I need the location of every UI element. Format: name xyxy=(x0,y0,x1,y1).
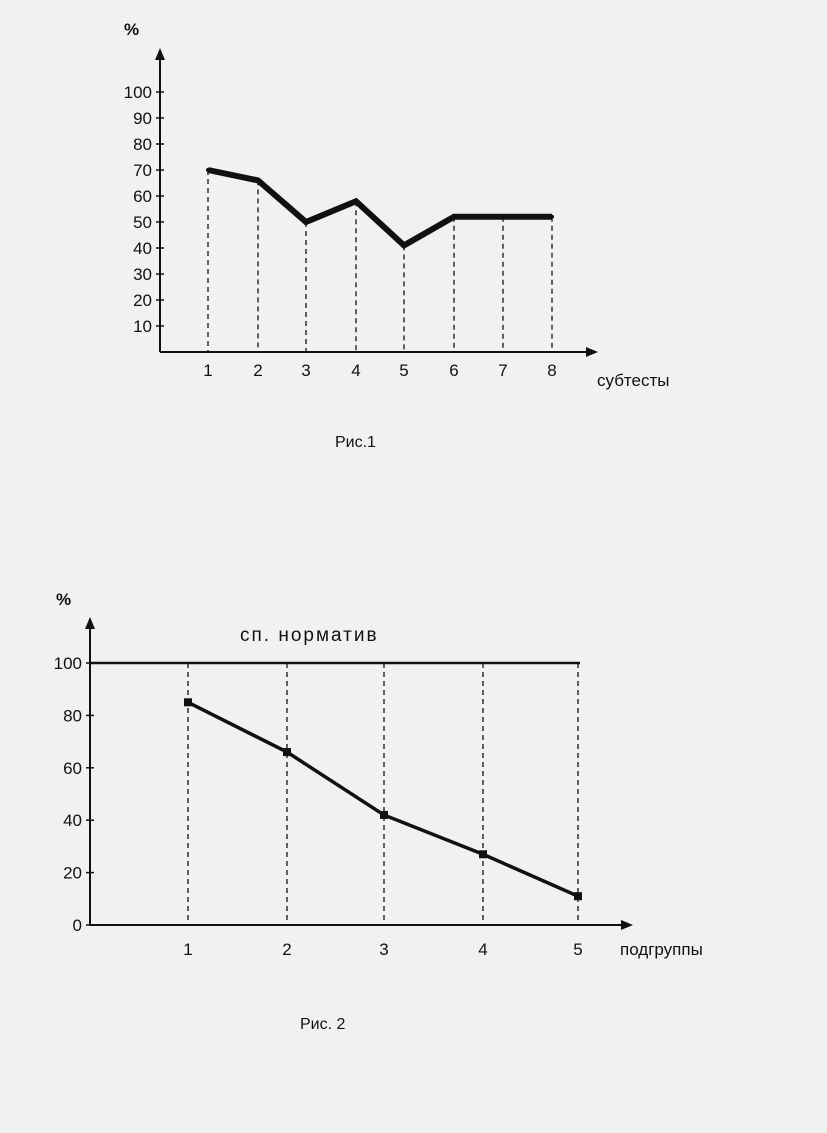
c2-ytick-label: 40 xyxy=(63,811,82,831)
c1-data-point xyxy=(550,215,554,219)
c1-xtick-label: 5 xyxy=(399,361,409,380)
c1-ytick-label: 100 xyxy=(123,83,152,102)
c1-ytick-label: 10 xyxy=(133,317,152,336)
c1-x-axis-arrow xyxy=(586,347,598,357)
c2-xtick-label: 5 xyxy=(573,940,583,959)
c1-data-point xyxy=(402,243,406,247)
c1-xtick-label: 4 xyxy=(351,361,361,380)
c1-xtick-label: 1 xyxy=(203,361,213,380)
c2-data-point xyxy=(574,892,582,900)
c1-caption: Рис.1 xyxy=(335,434,376,451)
c2-ytick-label: 0 xyxy=(72,916,82,935)
c2-ytick-label: 80 xyxy=(63,706,82,726)
c1-data-point xyxy=(354,199,358,203)
c2-data-point xyxy=(479,850,487,858)
c2-x-axis-arrow xyxy=(621,920,633,930)
c2-data-point xyxy=(184,698,192,706)
c2-series-line xyxy=(188,702,578,896)
c1-xtick-label: 8 xyxy=(547,361,557,380)
c1-y-axis-arrow xyxy=(155,48,165,60)
c1-ytick-label: 20 xyxy=(133,291,152,310)
c2-y-axis-arrow xyxy=(85,617,95,629)
c2-reference-label: сп. норматив xyxy=(240,625,379,646)
chart-2 xyxy=(0,553,827,1133)
c1-x-axis-label: субтесты xyxy=(597,371,670,390)
c1-ytick-label: 50 xyxy=(133,213,152,232)
c2-caption: Рис. 2 xyxy=(300,1016,346,1033)
c1-data-point xyxy=(256,178,260,182)
c1-ytick-label: 90 xyxy=(133,109,152,128)
c1-data-point xyxy=(304,220,308,224)
c2-ytick-label: 20 xyxy=(63,863,82,883)
c1-xtick-label: 7 xyxy=(498,361,508,380)
c2-ytick-label: 100 xyxy=(53,654,82,673)
c2-y-axis-label: % xyxy=(56,590,72,609)
c2-xtick-label: 4 xyxy=(478,940,488,959)
c2-xtick-label: 3 xyxy=(379,940,389,959)
c1-ytick-label: 30 xyxy=(133,265,152,284)
c2-data-point xyxy=(283,748,291,756)
c1-y-axis-label: % xyxy=(124,20,140,39)
c2-data-point xyxy=(380,811,388,819)
c1-xtick-label: 6 xyxy=(449,361,459,380)
c1-xtick-label: 3 xyxy=(301,361,311,380)
c1-ytick-label: 80 xyxy=(133,135,152,154)
c1-ytick-label: 70 xyxy=(133,161,152,180)
c1-ytick-label: 40 xyxy=(133,239,152,258)
c2-xtick-label: 1 xyxy=(183,940,193,959)
c2-xtick-label: 2 xyxy=(282,940,292,959)
c1-data-point xyxy=(206,168,210,172)
c1-data-point xyxy=(452,215,456,219)
c1-data-point xyxy=(501,215,505,219)
chart-1 xyxy=(0,0,827,490)
c1-ytick-label: 60 xyxy=(133,187,152,206)
c2-x-axis-label: подгруппы xyxy=(620,940,703,959)
c2-ytick-label: 60 xyxy=(63,758,82,778)
c1-xtick-label: 2 xyxy=(253,361,263,380)
